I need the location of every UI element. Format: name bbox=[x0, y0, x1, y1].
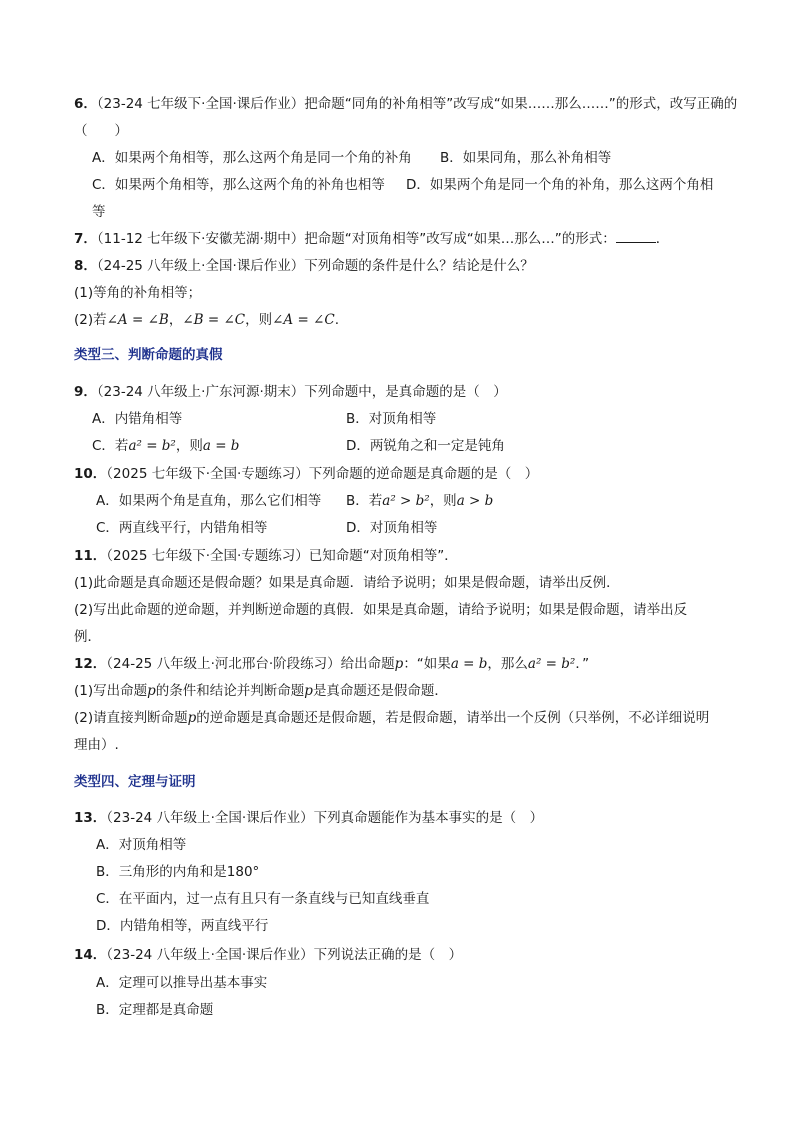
q12-stem-math1: a = b bbox=[450, 656, 488, 672]
q12-part-1 bbox=[74, 681, 448, 701]
q8-p2-math1: ∠A = ∠B bbox=[106, 312, 169, 328]
q11-part-1: (1)此命题是真命题还是假命题？如果是真命题．请给予说明；如果是假命题，请举出反例． bbox=[74, 575, 620, 591]
q8-p2-end: . bbox=[334, 312, 339, 328]
q8-p2-math2: ∠B = ∠C bbox=[182, 312, 246, 328]
q11-part-2: (2)写出此命题的逆命题，并判断逆命题的真假．如果是真命题，请给予说明；如果是假命题，请举出反 bbox=[74, 602, 688, 618]
q7-text: 把命题“对顶角相等”改写成“如果…那么…”的形式： bbox=[304, 231, 616, 247]
q11-source: （2025 七年级下·全国·专题练习） bbox=[106, 548, 309, 564]
q14-text: 下列说法正确的是（ ） bbox=[313, 947, 463, 963]
q11-number: 11． bbox=[74, 548, 107, 564]
q10-stem bbox=[74, 464, 538, 484]
q14-number: 14． bbox=[74, 947, 107, 963]
q13-text: 下列真命题能作为基本事实的是（ ） bbox=[313, 810, 544, 826]
q12-p1-pre: (1)写出命题 bbox=[74, 683, 148, 699]
q6-option-a: A．如果两个角相等，那么这两个角是同一个角的补角 bbox=[92, 150, 412, 166]
q9-c-math1: a² = b² bbox=[128, 438, 176, 454]
q6-answer-paren: （ ） bbox=[74, 123, 128, 139]
q14-option-a: A．定理可以推导出基本事实 bbox=[96, 975, 268, 991]
q13-stem bbox=[74, 808, 543, 828]
q10-source: （2025 七年级下·全国·专题练习） bbox=[106, 466, 309, 482]
q8-part-1: (1)等角的补角相等； bbox=[74, 285, 202, 301]
q8-part-2 bbox=[74, 310, 339, 330]
q12-stem bbox=[74, 654, 589, 674]
q8-p2-math3: ∠A = ∠C bbox=[272, 312, 335, 328]
q10-option-d: D．对顶角相等 bbox=[346, 520, 438, 536]
q12-stem-pre: 给出命题 bbox=[340, 656, 395, 672]
q12-stem-mid2: ，那么 bbox=[487, 656, 528, 672]
q12-p1-p2: p bbox=[304, 683, 313, 699]
q11-stem bbox=[74, 546, 458, 566]
q10-b-mid: ，则 bbox=[429, 493, 457, 509]
q10-option-c: C．两直线平行，内错角相等 bbox=[96, 520, 268, 536]
q9-option-a: A．内错角相等 bbox=[92, 411, 183, 427]
q12-p1-mid: 的条件和结论并判断命题 bbox=[155, 683, 305, 699]
q7-number: 7． bbox=[74, 231, 97, 247]
q14-stem bbox=[74, 945, 462, 965]
q8-p2-then: ，则 bbox=[245, 312, 273, 328]
q7-stem bbox=[74, 229, 669, 249]
q12-p2-pre: (2)请直接判断命题 bbox=[74, 710, 188, 726]
q6-option-d: D．如果两个角是同一个角的补角，那么这两个角相 bbox=[406, 177, 714, 193]
q6-option-b: B．如果同角，那么补角相等 bbox=[440, 150, 612, 166]
q12-stem-end: ．” bbox=[575, 656, 590, 672]
q6-stem bbox=[74, 94, 737, 114]
q8-p2-pre: (2)若 bbox=[74, 312, 107, 328]
q12-number: 12． bbox=[74, 656, 107, 672]
q13-option-d: D．内错角相等，两直线平行 bbox=[96, 918, 269, 934]
q12-part-2-cont: 理由）. bbox=[74, 737, 119, 753]
q10-number: 10． bbox=[74, 466, 107, 482]
q7-source: （11-12 七年级下·安徽芜湖·期中） bbox=[96, 231, 305, 247]
q9-c-mid: ，则 bbox=[175, 438, 203, 454]
q8-source: （24-25 八年级上·全国·课后作业） bbox=[96, 258, 305, 274]
q12-stem-p: p bbox=[394, 656, 404, 672]
section-3-heading: 类型三、判断命题的真假 bbox=[74, 347, 223, 363]
q7-end: ． bbox=[655, 231, 670, 247]
section-4-heading: 类型四、定理与证明 bbox=[74, 774, 196, 790]
q8-text: 下列命题的条件是什么？结论是什么？ bbox=[304, 258, 534, 274]
q12-part-2 bbox=[74, 708, 709, 728]
q12-stem-mid: ：“如果 bbox=[403, 656, 451, 672]
q13-option-c: C．在平面内，过一点有且只有一条直线与已知直线垂直 bbox=[96, 891, 430, 907]
q9-option-b: B．对顶角相等 bbox=[346, 411, 437, 427]
q11-text: 已知命题“对顶角相等”． bbox=[308, 548, 458, 564]
q6-option-c: C．如果两个角相等，那么这两个角的补角也相等 bbox=[92, 177, 385, 193]
q6-source: （23-24 七年级下·全国·课后作业） bbox=[96, 96, 305, 112]
q13-source: （23-24 八年级上·全国·课后作业） bbox=[106, 810, 314, 826]
q7-answer-blank[interactable] bbox=[616, 229, 656, 243]
q10-b-math1: a² > b² bbox=[382, 493, 430, 509]
q11-part-2-cont: 例． bbox=[74, 629, 101, 645]
q14-source: （23-24 八年级上·全国·课后作业） bbox=[106, 947, 314, 963]
q13-number: 13． bbox=[74, 810, 107, 826]
q13-option-b: B．三角形的内角和是180° bbox=[96, 864, 260, 880]
q9-text: 下列命题中，是真命题的是（ ） bbox=[304, 384, 507, 400]
q12-p2-rest: 的逆命题是真命题还是假命题，若是假命题，请举出一个反例（只举例，不必详细说明 bbox=[196, 710, 710, 726]
q12-stem-math2: a² = b² bbox=[527, 656, 576, 672]
q9-source: （23-24 八年级上·广东河源·期末） bbox=[96, 384, 305, 400]
q14-option-b: B．定理都是真命题 bbox=[96, 1002, 214, 1018]
q6-option-d-cont: 等 bbox=[92, 204, 106, 220]
q9-number: 9． bbox=[74, 384, 97, 400]
q12-p1-p: p bbox=[147, 683, 156, 699]
q9-c-math2: a = b bbox=[202, 438, 240, 454]
q10-b-math2: a > b bbox=[456, 493, 494, 509]
q10-option-b bbox=[346, 491, 493, 511]
q10-text: 下列命题的逆命题是真命题的是（ ） bbox=[308, 466, 539, 482]
q9-stem bbox=[74, 382, 507, 402]
q8-stem bbox=[74, 256, 534, 276]
q10-b-pre: B．若 bbox=[346, 493, 383, 509]
q12-p2-p: p bbox=[187, 710, 197, 726]
q12-p1-end: 是真命题还是假命题． bbox=[312, 683, 448, 699]
q12-source: （24-25 八年级上·河北邢台·阶段练习） bbox=[106, 656, 341, 672]
q8-p2-sep: ， bbox=[168, 312, 183, 328]
q6-number: 6． bbox=[74, 96, 97, 112]
q9-option-c bbox=[92, 436, 239, 456]
q13-option-a: A．对顶角相等 bbox=[96, 837, 187, 853]
q9-option-d: D．两锐角之和一定是钝角 bbox=[346, 438, 505, 454]
q8-number: 8． bbox=[74, 258, 97, 274]
q6-text: 把命题“同角的补角相等”改写成“如果……那么……”的形式，改写正确的 bbox=[304, 96, 738, 112]
q9-c-pre: C．若 bbox=[92, 438, 129, 454]
q10-option-a: A．如果两个角是直角，那么它们相等 bbox=[96, 493, 322, 509]
